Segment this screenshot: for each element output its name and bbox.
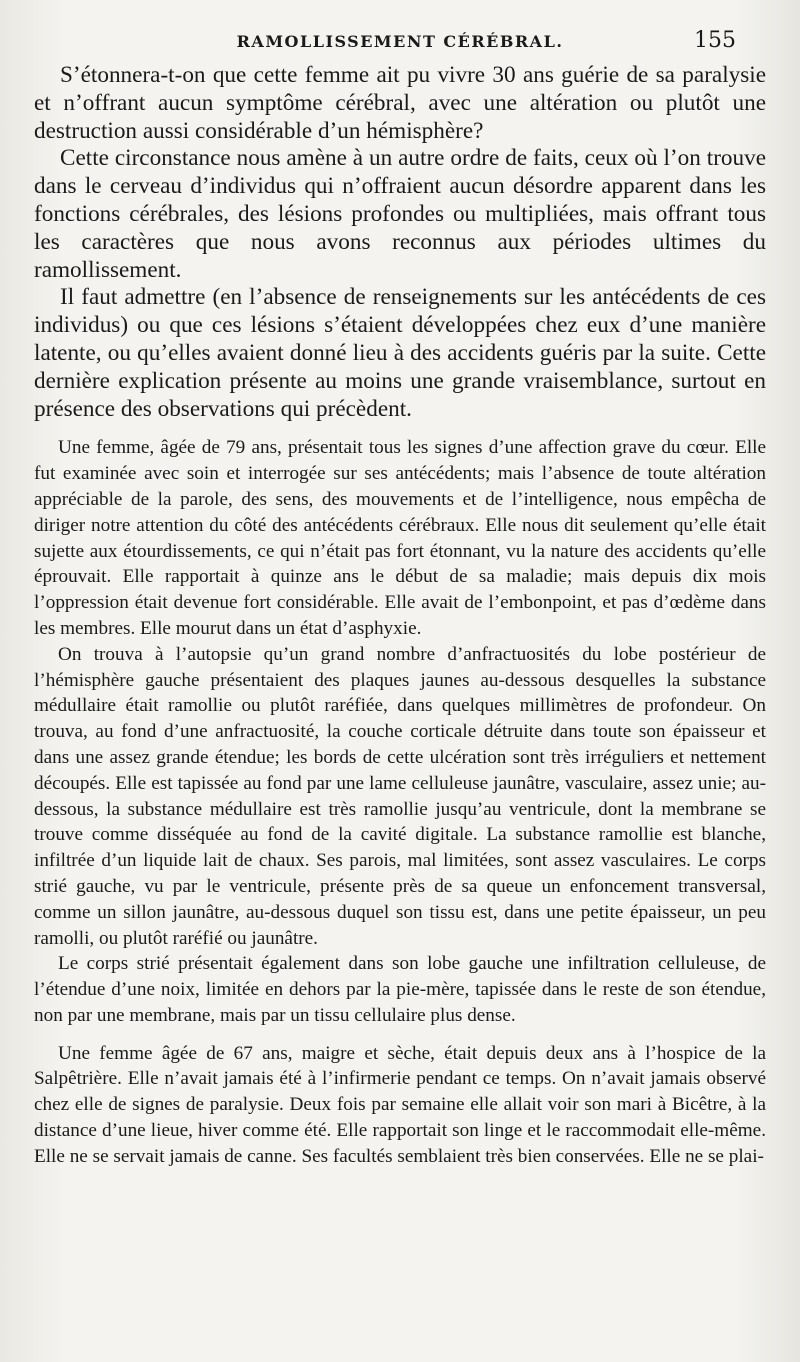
- observation-text: [34, 435, 766, 1169]
- paragraph: S’étonnera-t-on que cette femme ait pu vivre 30 ans guérie de sa paralysie et n’offrant aucun symptôme cérébral, avec une altération ou plutôt une destruction aussi considérable d’un hémisphère?: [34, 62, 766, 144]
- observation-paragraph: Une femme âgée de 67 ans, maigre et sèche, était depuis deux ans à l’hospice de la Salpêtrière. Elle n’avait jamais été à l’infirmerie pendant ce temps. On n’avait jamais observé chez elle de signes de paralysie. Deux fois par semaine elle allait voir son mari à Bicêtre, à la distance d’une lieue, hiver comme été. Elle rapportait son linge et le raccommodait elle-même. Elle ne se servait jamais de canne. Ses facultés semblaient très bien conservées. Elle ne se plai-: [34, 1042, 766, 1167]
- observation-paragraph: Le corps strié présentait également dans son lobe gauche une infiltration celluleuse, de l’étendue d’une noix, limitée en dehors par la pie-mère, tapissée dans le reste de son étendue, non par une membrane, mais par un tissu cellulaire plus dense.: [34, 953, 766, 1026]
- paragraph: Cette circonstance nous amène à un autre ordre de faits, ceux où l’on trouve dans le cerveau d’individus qui n’offraient aucun désordre apparent dans les fonctions cérébrales, des lésions profondes ou multipliées, mais offrant tous les caractères que nous avons reconnus aux périodes ultimes du ramollissement.: [34, 145, 766, 283]
- running-title: RAMOLLISSEMENT CÉRÉBRAL.: [236, 32, 564, 51]
- running-head: [34, 28, 766, 62]
- main-text: [34, 62, 766, 423]
- observation-paragraph: Une femme, âgée de 79 ans, présentait tous les signes d’une affection grave du cœur. Elle fut examinée avec soin et interrogée sur ses antécédents; mais l’absence de toute altération appréciable de la parole, des sens, des mouvements et de l’intelligence, nous empêcha de diriger notre attention du côté des antécédents cérébraux. Elle nous dit seulement qu’elle était sujette aux étourdissements, ce qui n’était pas fort étonnant, vu la nature des accidents qu’elle éprouvait. Elle rapportait à quinze ans le début de sa maladie; mais depuis dix mois l’oppression était devenue fort considérable. Elle avait de l’embonpoint, et pas d’œdème dans les membres. Elle mourut dans un état d’asphyxie.: [34, 437, 766, 639]
- observation-paragraph: On trouva à l’autopsie qu’un grand nombre d’anfractuosités du lobe postérieur de l’hémisphère gauche présentaient des plaques jaunes au-dessous desquelles la substance médullaire était ramollie ou plutôt raréfiée, dans quelques millimètres de profondeur. On trouva, au fond d’une anfractuosité, la couche corticale détruite dans toute son épaisseur et dans une assez grande étendue; les bords de cette ulcération sont très irréguliers et nettement découpés. Elle est tapissée au fond par une lame celluleuse jaunâtre, vasculaire, assez unie; au-dessous, la substance médullaire est très ramollie jusqu’au ventricule, dont la membrane se trouve comme disséquée au fond de la cavité digitale. La substance ramollie est blanche, infiltrée d’un liquide lait de chaux. Ses parois, mal limitées, sont assez vasculaires. Le corps strié gauche, vu par le ventricule, présente près de sa queue un enfoncement transversal, comme un sillon jaunâtre, au-dessous duquel son tissu est, dans une petite épaisseur, un peu ramolli, ou plutôt raréfié ou jaunâtre.: [34, 643, 766, 949]
- paragraph: Il faut admettre (en l’absence de renseignements sur les antécédents de ces individus) ou que ces lésions s’étaient développées chez eux d’une manière latente, ou qu’elles avaient donné lieu à des accidents guéris par la suite. Cette dernière explication présente au moins une grande vraisemblance, surtout en présence des observations qui précèdent.: [34, 284, 766, 422]
- page-number: 155: [694, 28, 736, 53]
